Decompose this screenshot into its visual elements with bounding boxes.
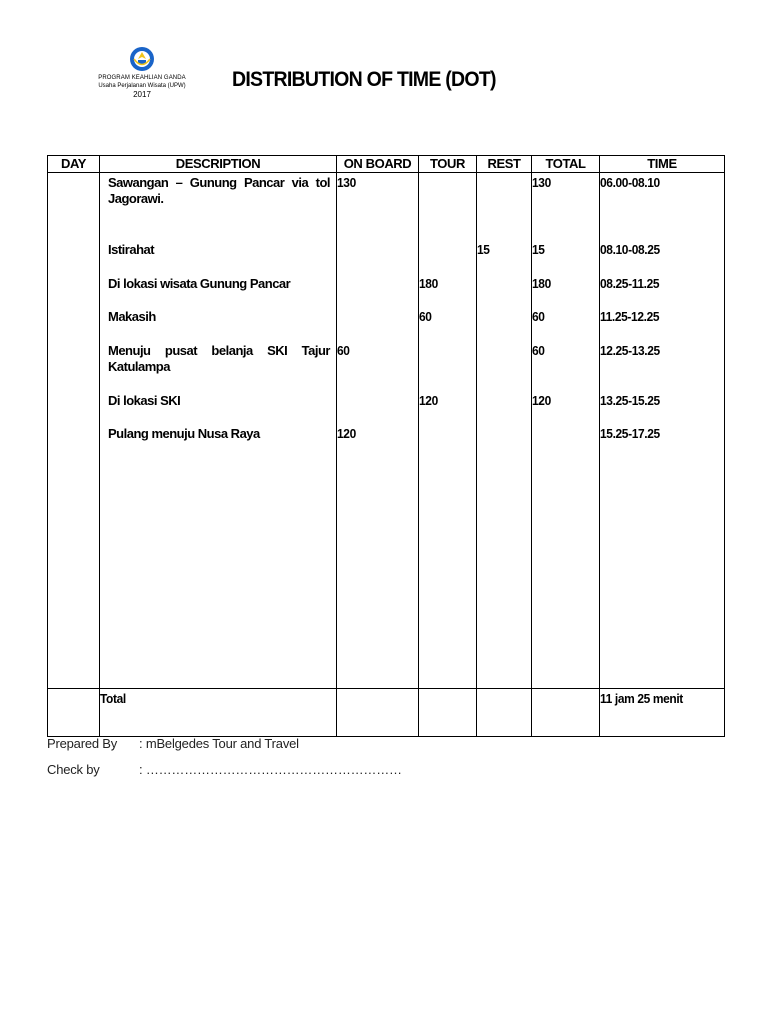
tour-cell: 120 bbox=[419, 393, 438, 408]
tour-cell: 180 bbox=[419, 276, 438, 291]
total-tour-cell bbox=[419, 689, 477, 737]
description-cell: Makasih bbox=[108, 309, 156, 324]
total-label: Total bbox=[100, 691, 126, 706]
prepared-by-label: Prepared By bbox=[47, 736, 118, 751]
logo-subtitle-text: Usaha Perjalanan Wisata (UPW) bbox=[98, 83, 186, 89]
total-on-board-cell bbox=[337, 689, 419, 737]
rest-cell: 15 bbox=[477, 242, 490, 257]
header-on-board: ON BOARD bbox=[337, 156, 419, 173]
on-board-column bbox=[337, 173, 419, 689]
header-tour: TOUR bbox=[419, 156, 477, 173]
total-day-cell bbox=[48, 689, 100, 737]
time-cell: 11.25-12.25 bbox=[600, 309, 660, 324]
total-time: 11 jam 25 menit bbox=[600, 691, 683, 706]
total-time-cell bbox=[600, 689, 725, 737]
time-cell: 08.10-08.25 bbox=[600, 242, 660, 257]
table-header-row bbox=[48, 156, 725, 173]
total-row bbox=[48, 689, 725, 737]
logo-year-text: 2017 bbox=[133, 90, 151, 99]
time-column bbox=[600, 173, 725, 689]
logo-program-text: PROGRAM KEAHLIAN GANDA bbox=[98, 75, 186, 81]
tour-cell: 60 bbox=[419, 309, 432, 324]
check-by-label: Check by bbox=[47, 762, 100, 777]
prepared-by-value: : mBelgedes Tour and Travel bbox=[139, 736, 299, 751]
description-cell: Istirahat bbox=[108, 242, 155, 257]
prepared-by-line bbox=[47, 736, 299, 751]
total-cell: 120 bbox=[532, 393, 551, 408]
total-cell: 130 bbox=[532, 175, 551, 190]
description-cell: Pulang menuju Nusa Raya bbox=[108, 426, 260, 441]
time-cell: 13.25-15.25 bbox=[600, 393, 660, 408]
header-time: TIME bbox=[600, 156, 725, 173]
dot-table bbox=[47, 155, 725, 737]
total-rest-cell bbox=[477, 689, 532, 737]
on-board-cell: 130 bbox=[337, 175, 356, 190]
total-cell: 60 bbox=[532, 309, 545, 324]
tour-column bbox=[419, 173, 477, 689]
total-total-cell bbox=[532, 689, 600, 737]
page-title: DISTRIBUTION OF TIME (DOT) bbox=[232, 68, 496, 91]
total-cell: 15 bbox=[532, 242, 545, 257]
total-cell: 60 bbox=[532, 343, 545, 358]
description-cell: Menuju pusat belanja SKI Tajur Katulampa bbox=[108, 343, 330, 374]
time-cell: 15.25-17.25 bbox=[600, 426, 660, 441]
tut-wuri-emblem-icon bbox=[129, 46, 155, 72]
description-column bbox=[100, 173, 337, 689]
table-body-row bbox=[48, 173, 725, 689]
total-column bbox=[532, 173, 600, 689]
header-description: DESCRIPTION bbox=[100, 156, 337, 173]
time-cell: 12.25-13.25 bbox=[600, 343, 660, 358]
description-cell: Sawangan – Gunung Pancar via tol Jagorawi. bbox=[108, 175, 330, 206]
description-cell: Di lokasi SKI bbox=[108, 393, 181, 408]
time-cell: 08.25-11.25 bbox=[600, 276, 660, 291]
day-column bbox=[48, 173, 100, 689]
time-cell: 06.00-08.10 bbox=[600, 175, 660, 190]
header-day: DAY bbox=[48, 156, 100, 173]
header-total: TOTAL bbox=[532, 156, 600, 173]
check-by-value: : …………………………………………………… bbox=[139, 762, 402, 777]
rest-column bbox=[477, 173, 532, 689]
on-board-cell: 120 bbox=[337, 426, 356, 441]
total-label-cell bbox=[100, 689, 337, 737]
on-board-cell: 60 bbox=[337, 343, 350, 358]
school-logo bbox=[82, 46, 202, 100]
total-cell: 180 bbox=[532, 276, 551, 291]
description-cell: Di lokasi wisata Gunung Pancar bbox=[108, 276, 291, 291]
check-by-line bbox=[47, 762, 402, 777]
header-rest: REST bbox=[477, 156, 532, 173]
